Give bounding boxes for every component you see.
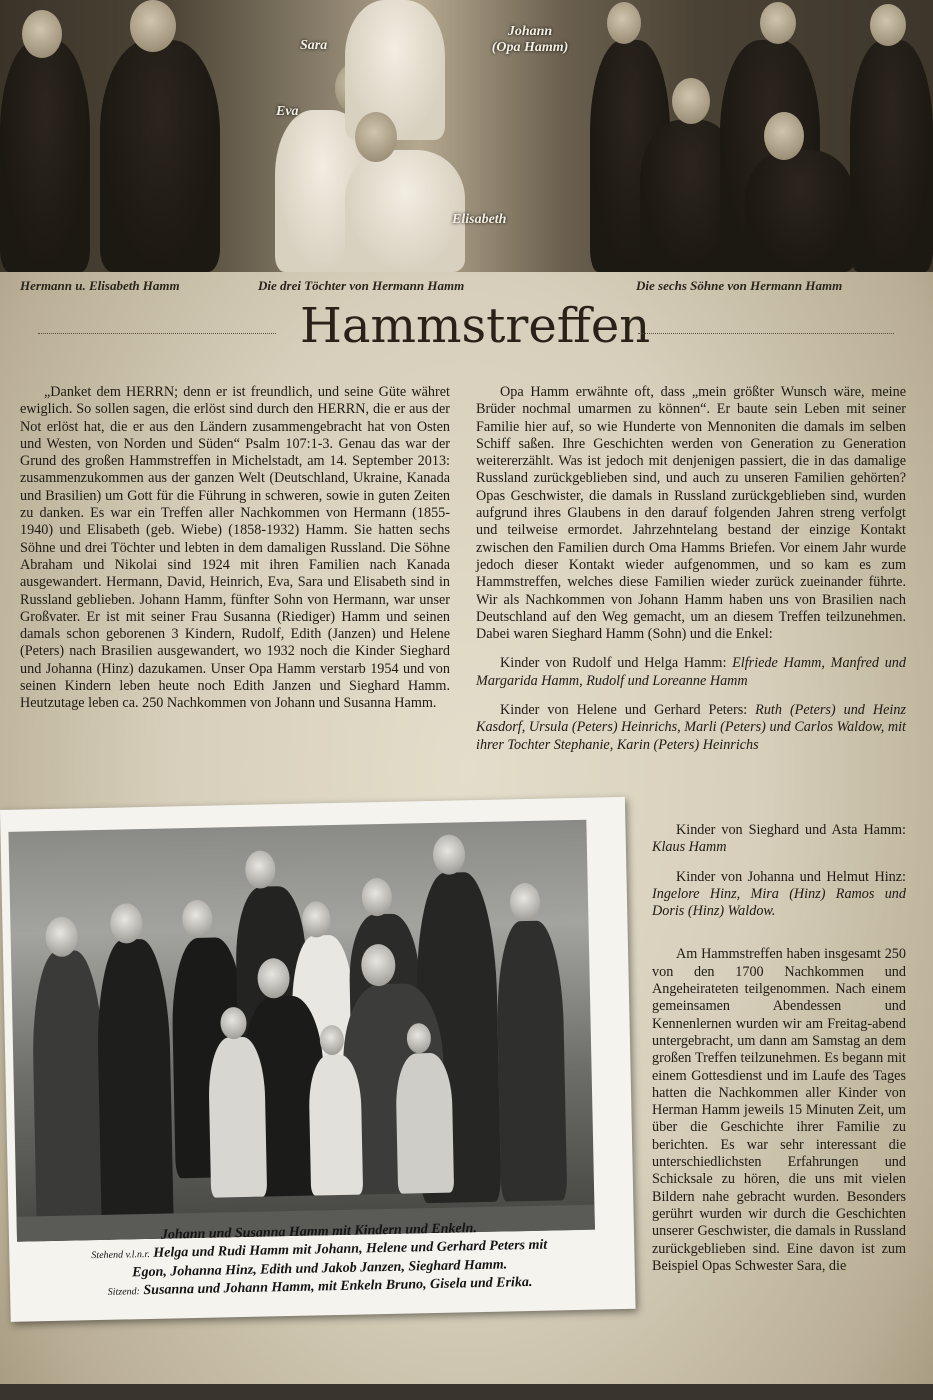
photo-figure-elisabeth bbox=[345, 150, 465, 272]
title-rule-left bbox=[38, 333, 276, 334]
right-paragraph-2: Am Hammstreffen haben insgesamt 250 von den 1700 Nachkommen und Angeheirateten teilgenommen. Nach einem gemeinsamen Abendessen und Kennenlernen wurden wir am Freitag-abend untergebracht, um dann am Samstag an dem großen Treffen teilzunehmen. Es begann mit einem Gottesdienst und im Laufe des Tages hatten die Nachkommen aller Kinder von Herman Hamm jeweils 15 Minuten Zeit, um über die Geschichte ihrer Familie zu berichten. Es war sehr interessant die unterschiedlichsten Erfahrungen und Schicksale zu hören, die uns mit vielen Bildern nahe gebracht wurden. Besonders gerührt wurden wir durch die Geschichten unserer Geschwister, die damals in Russland zurückgeblieben sind. Eine davon ist zum Beispiel Opas Schwester Sara, die bbox=[652, 946, 906, 1274]
article-title: Hammstreffen bbox=[300, 298, 651, 354]
kids-sieghard-asta bbox=[652, 822, 906, 857]
photo-head bbox=[245, 850, 276, 889]
photo-head bbox=[355, 112, 397, 162]
photo-head bbox=[362, 878, 393, 917]
kids-names: Elfriede Hamm, Manfred und Margarida Hamm, Rudolf und Loreanne Hamm bbox=[476, 655, 906, 689]
photo-figure-son bbox=[745, 150, 855, 272]
family-photo-caption bbox=[39, 1218, 600, 1304]
kids-rudolf-helga bbox=[476, 655, 906, 690]
photo-figure-elisabeth-hamm bbox=[0, 40, 90, 272]
photo-head bbox=[130, 0, 176, 52]
right-column bbox=[476, 384, 906, 754]
photo-label-eva: Eva bbox=[276, 104, 299, 119]
page-bottom-edge bbox=[0, 1384, 933, 1400]
photo-head bbox=[764, 112, 804, 160]
photo-head bbox=[433, 834, 466, 875]
photo-figure-son bbox=[850, 40, 933, 272]
historic-photo-collage bbox=[0, 0, 933, 272]
caption-line-1: Johann und Susanna Hamm mit Kindern und Enkeln. bbox=[160, 1221, 477, 1243]
caption-prefix-sitzend: Sitzend: bbox=[107, 1286, 141, 1298]
caption-text: Susanna und Johann Hamm, mit Enkeln Bruno, Gisela und Erika. bbox=[143, 1274, 533, 1299]
article-header bbox=[0, 300, 933, 362]
caption-prefix-stehend: Stehend v.l.n.r. bbox=[91, 1248, 150, 1262]
right-column-lower bbox=[652, 822, 906, 1275]
photo-person bbox=[31, 950, 107, 1241]
photo-label-sara: Sara bbox=[300, 38, 328, 53]
photo-head bbox=[302, 901, 331, 938]
kids-label: Kinder von Helene und Gerhard Peters: bbox=[500, 702, 756, 719]
photo-label-johann: Johann (Opa Hamm) bbox=[491, 24, 569, 55]
photo-label-elisabeth: Elisabeth bbox=[452, 212, 507, 227]
caption-text: Helga und Rudi Hamm mit Johann, Helene und Gerhard Peters mit bbox=[153, 1237, 548, 1261]
kids-names: Klaus Hamm bbox=[652, 839, 727, 856]
photo-head bbox=[110, 903, 143, 944]
photo-child bbox=[308, 1055, 363, 1196]
right-paragraph-1: Opa Hamm erwähnte oft, dass „mein größter Wunsch wäre, meine Brüder nochmal umarmen zu können“. Er baute sein Leben mit seiner Familie hier auf, so wie Hunderte von Mennoniten die damals im selben Schiff saßen. Ihre Geschichten werden von Generation zu Generation weitererzählt. Was ist jedoch mit denjenigen passiert, die in das damalige Russland zurückgeblieben sind, und auch zu unseren Familien gehörten? Opas Geschwister, die damals in Russland zurückgeblieben sind, wurden aufgrund ihres Glaubens in den darauf folgenden Jahren streng verfolgt und teilweise ermordet. Jahrzehntelang bestand der einzige Kontakt zwischen den Familien durch Oma Hamms Briefen. Vor einem Jahr wurde jedoch dieser Kontakt wieder aufgenommen, und so kam es zum Hammstreffen, welches diese Familien wieder zurück zueinander führte. Wir als Nachkommen von Johann Hamm haben uns von Brasilien nach Deutschland auf den Weg gemacht, um an diesem Treffen teilzunehmen. Dabei waren Sieghard Hamm (Sohn) und die Enkel: bbox=[476, 384, 906, 643]
intro-paragraph: „Danket dem HERRN; denn er ist freundlich, und seine Güte währet ewiglich. So sollen sagen, die erlöst sind durch den HERRN, die er aus der Not erlöst hat, die er aus den Ländern zusammengebracht hat von Osten und Westen, von Norden und Süden“ Psalm 107:1-3. Genau das war der Grund des großen Hammstreffen in Michelstadt, am 14. September 2013: zusammenzukommen aus der ganzen Welt (Deutschland, Ukraine, Kanada und Brasilien) um Gott für die Führung in schweren, sowie in guten Zeiten zu danken. Es war ein Treffen aller Nachkommen von Hermann (1855-1940) und Elisabeth (geb. Wiebe) (1858-1932) Hamm. Sie hatten sechs Söhne und drei Töchter und lebten in dem damaligen Russland. Die Söhne Abraham und Nikolai sind 1924 mit ihren Familien nach Kanada ausgewandert. Hermann, David, Heinrich, Eva, Sara und Elisabeth sind in Russland geblieben. Johann Hamm, fünfter Sohn von Hermann, war unser Großvater. Er ist mit seiner Frau Susanna (Riediger) Hamm und seinen damals schon geborenen 3 Kindern, Rudolf, Edith (Janzen) und Helene (Peters) nach Brasilien ausgewandert, wo 1932 noch die Kinder Sieghard und Johanna (Hinz) dazukamen. Unser Opa Hamm verstarb 1954 und von seinen Kindern leben heute noch Edith Janzen und Sieghard Hamm. Heutzutage leben ca. 250 Nachkommen von Johann und Susanna Hamm. bbox=[20, 384, 450, 712]
family-photo bbox=[8, 820, 594, 1242]
photo-figure-hermann-hamm bbox=[100, 40, 220, 272]
photo-child bbox=[395, 1053, 454, 1194]
left-column bbox=[20, 384, 450, 713]
photo-head bbox=[607, 2, 641, 44]
kids-names: Ruth (Peters) und Heinz Kasdorf, Ursula (Peters) Heinrichs, Marli (Peters) und Carlos Waldow, mit ihrer Tochter Stephanie, Karin (Peters) Heinrichs bbox=[476, 702, 906, 753]
kids-label: Kinder von Rudolf und Helga Hamm: bbox=[500, 655, 733, 672]
kids-label: Kinder von Johanna und Helmut Hinz: bbox=[676, 868, 906, 885]
photo-child bbox=[208, 1037, 267, 1198]
photo-head bbox=[510, 883, 541, 922]
caption-line-3: Egon, Johanna Hinz, Edith und Jakob Janzen, Sieghard Hamm. bbox=[132, 1257, 508, 1281]
photo-head bbox=[182, 900, 213, 939]
kids-names: Ingelore Hinz, Mira (Hinz) Ramos und Doris (Hinz) Waldow. bbox=[652, 885, 906, 920]
family-photo-card bbox=[0, 797, 636, 1322]
photo-captions bbox=[0, 278, 933, 298]
photo-head bbox=[22, 10, 62, 58]
title-rule-right bbox=[638, 333, 894, 334]
photo-person bbox=[96, 939, 174, 1240]
photo-head bbox=[760, 2, 796, 44]
caption-parents: Hermann u. Elisabeth Hamm bbox=[20, 278, 180, 293]
kids-helene-gerhard bbox=[476, 702, 906, 754]
kids-label: Kinder von Sieghard und Asta Hamm: bbox=[676, 822, 906, 838]
caption-daughters: Die drei Töchter von Hermann Hamm bbox=[258, 278, 465, 293]
kids-johanna-helmut bbox=[652, 869, 906, 921]
caption-sons: Die sechs Söhne von Hermann Hamm bbox=[636, 278, 843, 293]
photo-head bbox=[672, 78, 710, 124]
photo-person bbox=[495, 920, 567, 1201]
photo-head bbox=[870, 4, 906, 46]
